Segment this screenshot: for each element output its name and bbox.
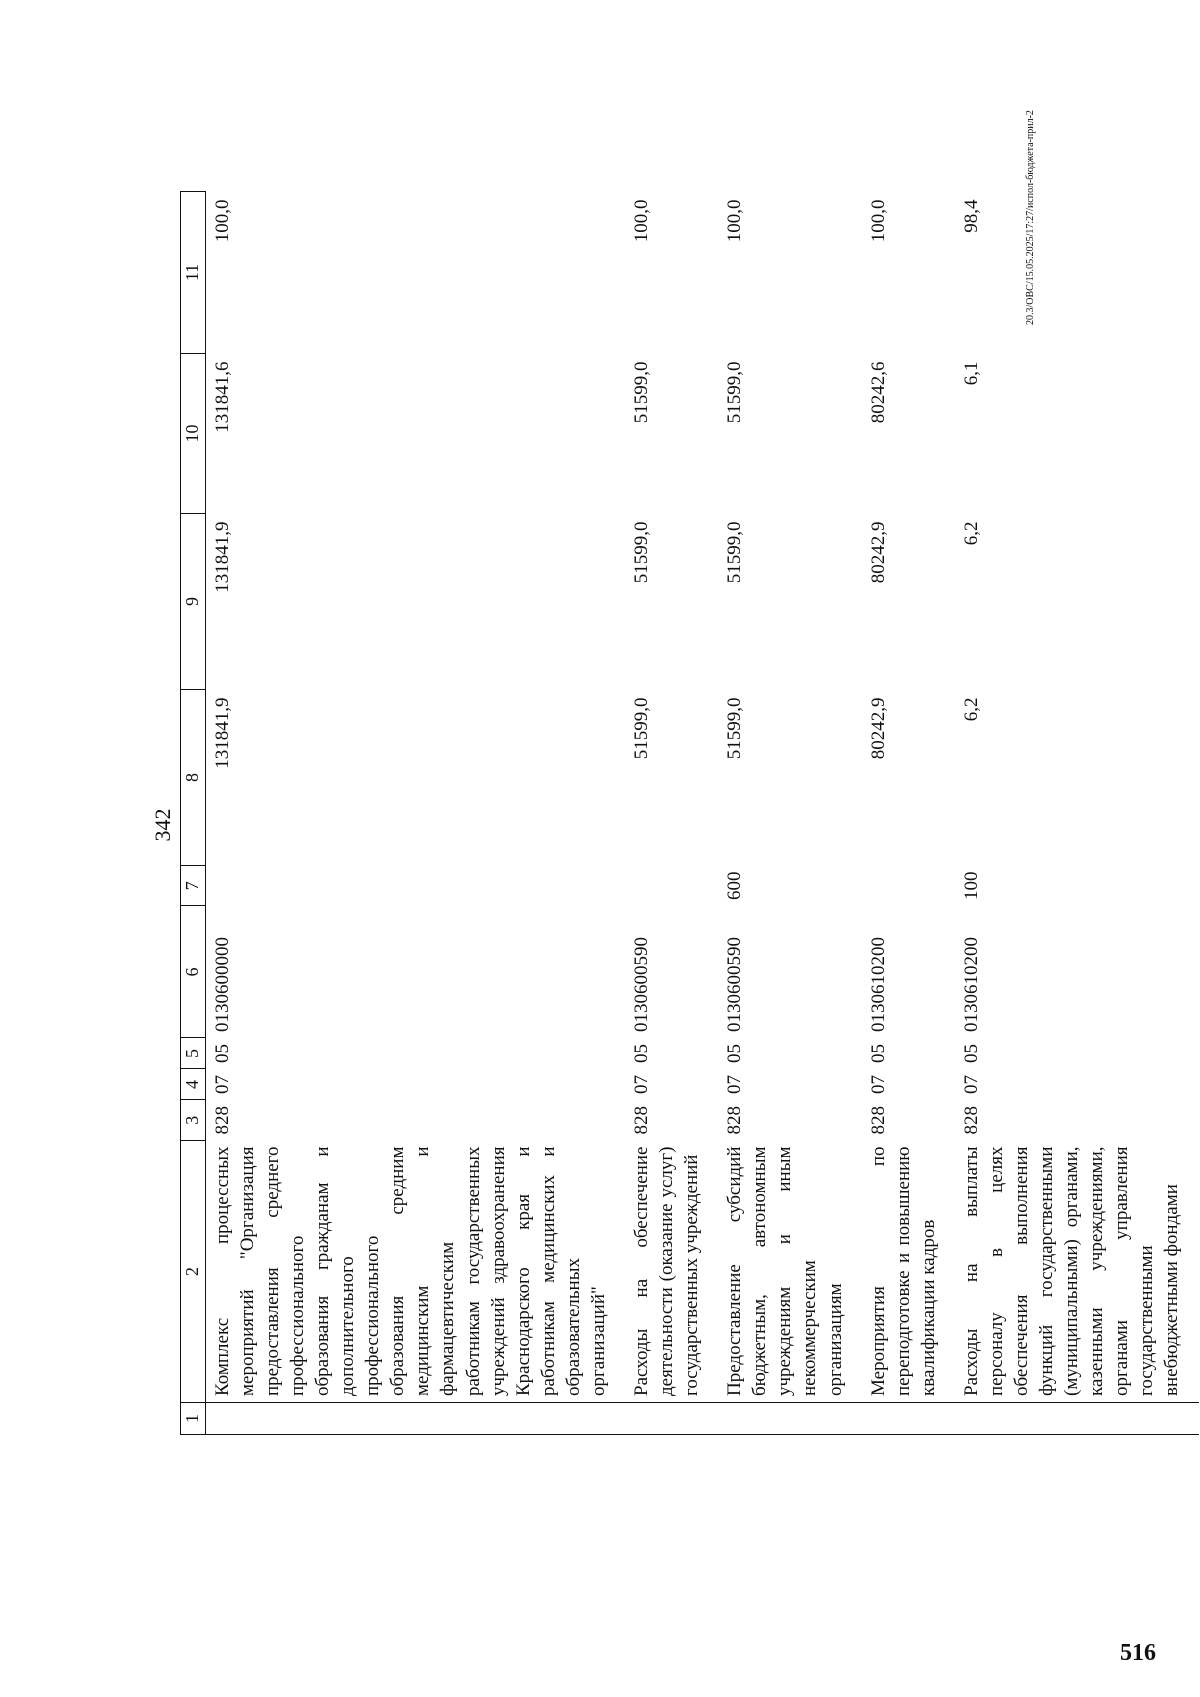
table-header-row xyxy=(181,192,206,1435)
row-col-8: 6,2 xyxy=(960,697,982,722)
header-col-9: 9 xyxy=(181,514,206,690)
row-col-9: 51599,0 xyxy=(724,521,746,584)
row-col-8: 51599,0 xyxy=(724,697,746,760)
row-col-6: 0130610200 xyxy=(867,937,889,1032)
budget-table xyxy=(180,191,1199,1435)
row-col-9: 80242,9 xyxy=(867,521,889,584)
row-col-8: 51599,0 xyxy=(631,697,652,760)
row-col-11: 100,0 xyxy=(724,199,746,243)
table-row xyxy=(205,192,625,1435)
header-col-3: 3 xyxy=(181,1100,206,1141)
row-col-3: 828 xyxy=(724,1106,746,1135)
row-description: Расходы на выплаты персоналу в целях обеспечения выполнения функций государственными (муниципальными) органами, казенными учреждениями, органами управления государственными внебюджетными фондами xyxy=(960,1146,1183,1396)
row-col-8: 131841,9 xyxy=(211,697,233,769)
header-col-6: 6 xyxy=(181,906,206,1038)
row-col-5: 05 xyxy=(724,1044,746,1063)
row-col-3: 828 xyxy=(631,1106,652,1135)
row-col-9: 131841,9 xyxy=(211,521,233,593)
row-col-7: 600 xyxy=(724,871,746,900)
table-row xyxy=(718,192,861,1435)
row-col-1 xyxy=(625,1403,718,1435)
row-col-1 xyxy=(718,1403,861,1435)
row-col-3: 828 xyxy=(867,1106,889,1135)
row-col-4: 07 xyxy=(960,1075,982,1094)
row-col-10: 80242,6 xyxy=(867,361,889,424)
row-col-1 xyxy=(205,1403,625,1435)
row-col-7: 100 xyxy=(960,871,982,900)
row-col-4: 07 xyxy=(867,1075,889,1094)
row-col-6: 0130600000 xyxy=(211,937,233,1032)
header-col-7: 7 xyxy=(181,866,206,907)
row-col-1 xyxy=(862,1403,955,1435)
row-col-9: 51599,0 xyxy=(631,521,652,584)
row-col-9: 6,2 xyxy=(960,521,982,546)
row-col-11: 100,0 xyxy=(631,199,652,243)
row-col-7 xyxy=(862,866,955,907)
row-col-8: 80242,9 xyxy=(867,697,889,760)
row-col-4: 07 xyxy=(724,1075,746,1094)
rotated-page-content xyxy=(120,75,1183,1575)
header-col-4: 4 xyxy=(181,1069,206,1100)
row-col-5: 05 xyxy=(211,1044,233,1063)
row-description: Мероприятия по переподготовке и повышению квалификации кадров xyxy=(867,1146,939,1396)
header-col-2: 2 xyxy=(181,1141,206,1403)
row-col-10: 131841,6 xyxy=(211,361,233,433)
row-col-11: 98,4 xyxy=(960,199,982,233)
header-col-11: 11 xyxy=(181,192,206,354)
row-col-10: 51599,0 xyxy=(631,361,652,424)
row-col-7 xyxy=(625,866,718,907)
row-col-5: 05 xyxy=(867,1044,889,1063)
table-row xyxy=(955,192,1199,1435)
row-col-3: 828 xyxy=(960,1106,982,1135)
row-col-3: 828 xyxy=(211,1106,233,1135)
row-col-5: 05 xyxy=(960,1044,982,1063)
header-col-10: 10 xyxy=(181,354,206,514)
row-col-6: 0130600590 xyxy=(631,937,652,1032)
row-col-10: 51599,0 xyxy=(724,361,746,424)
row-col-5: 05 xyxy=(631,1044,652,1063)
header-col-5: 5 xyxy=(181,1038,206,1069)
row-description: Предоставление субсидий бюджетным, автономным учреждениям и иным некоммерческим организациям xyxy=(724,1146,846,1396)
row-col-6: 0130600590 xyxy=(724,937,746,1032)
bottom-page-number: 516 xyxy=(1120,1640,1156,1666)
header-col-8: 8 xyxy=(181,690,206,866)
row-col-1 xyxy=(955,1403,1199,1435)
row-col-10: 6,1 xyxy=(960,361,982,386)
row-col-11: 100,0 xyxy=(211,199,233,243)
row-col-7 xyxy=(205,866,625,907)
table-row xyxy=(862,192,955,1435)
row-col-4: 07 xyxy=(631,1075,652,1094)
row-description: Комплекс процессных мероприятий "Организация предоставления среднего профессионального образования гражданам и дополнительного профессионального образования средним медицинским и фармацевтическим работникам государственных учреждений здравоохранения Краснодарского края и работникам медицинских и образовательных организаций" xyxy=(211,1146,609,1396)
row-col-4: 07 xyxy=(211,1075,233,1094)
top-page-number: 342 xyxy=(150,808,175,842)
row-col-11: 100,0 xyxy=(867,199,889,243)
row-col-6: 0130610200 xyxy=(960,937,982,1032)
table-row xyxy=(625,192,718,1435)
footer-document-code: 20.3/ОВС/15.05.2025/17:27/испол-бюджета-прил-2 xyxy=(1025,110,1036,325)
row-description: Расходы на обеспечение деятельности (оказание услуг) государственных учреждений xyxy=(631,1146,703,1396)
header-col-1: 1 xyxy=(181,1403,206,1435)
